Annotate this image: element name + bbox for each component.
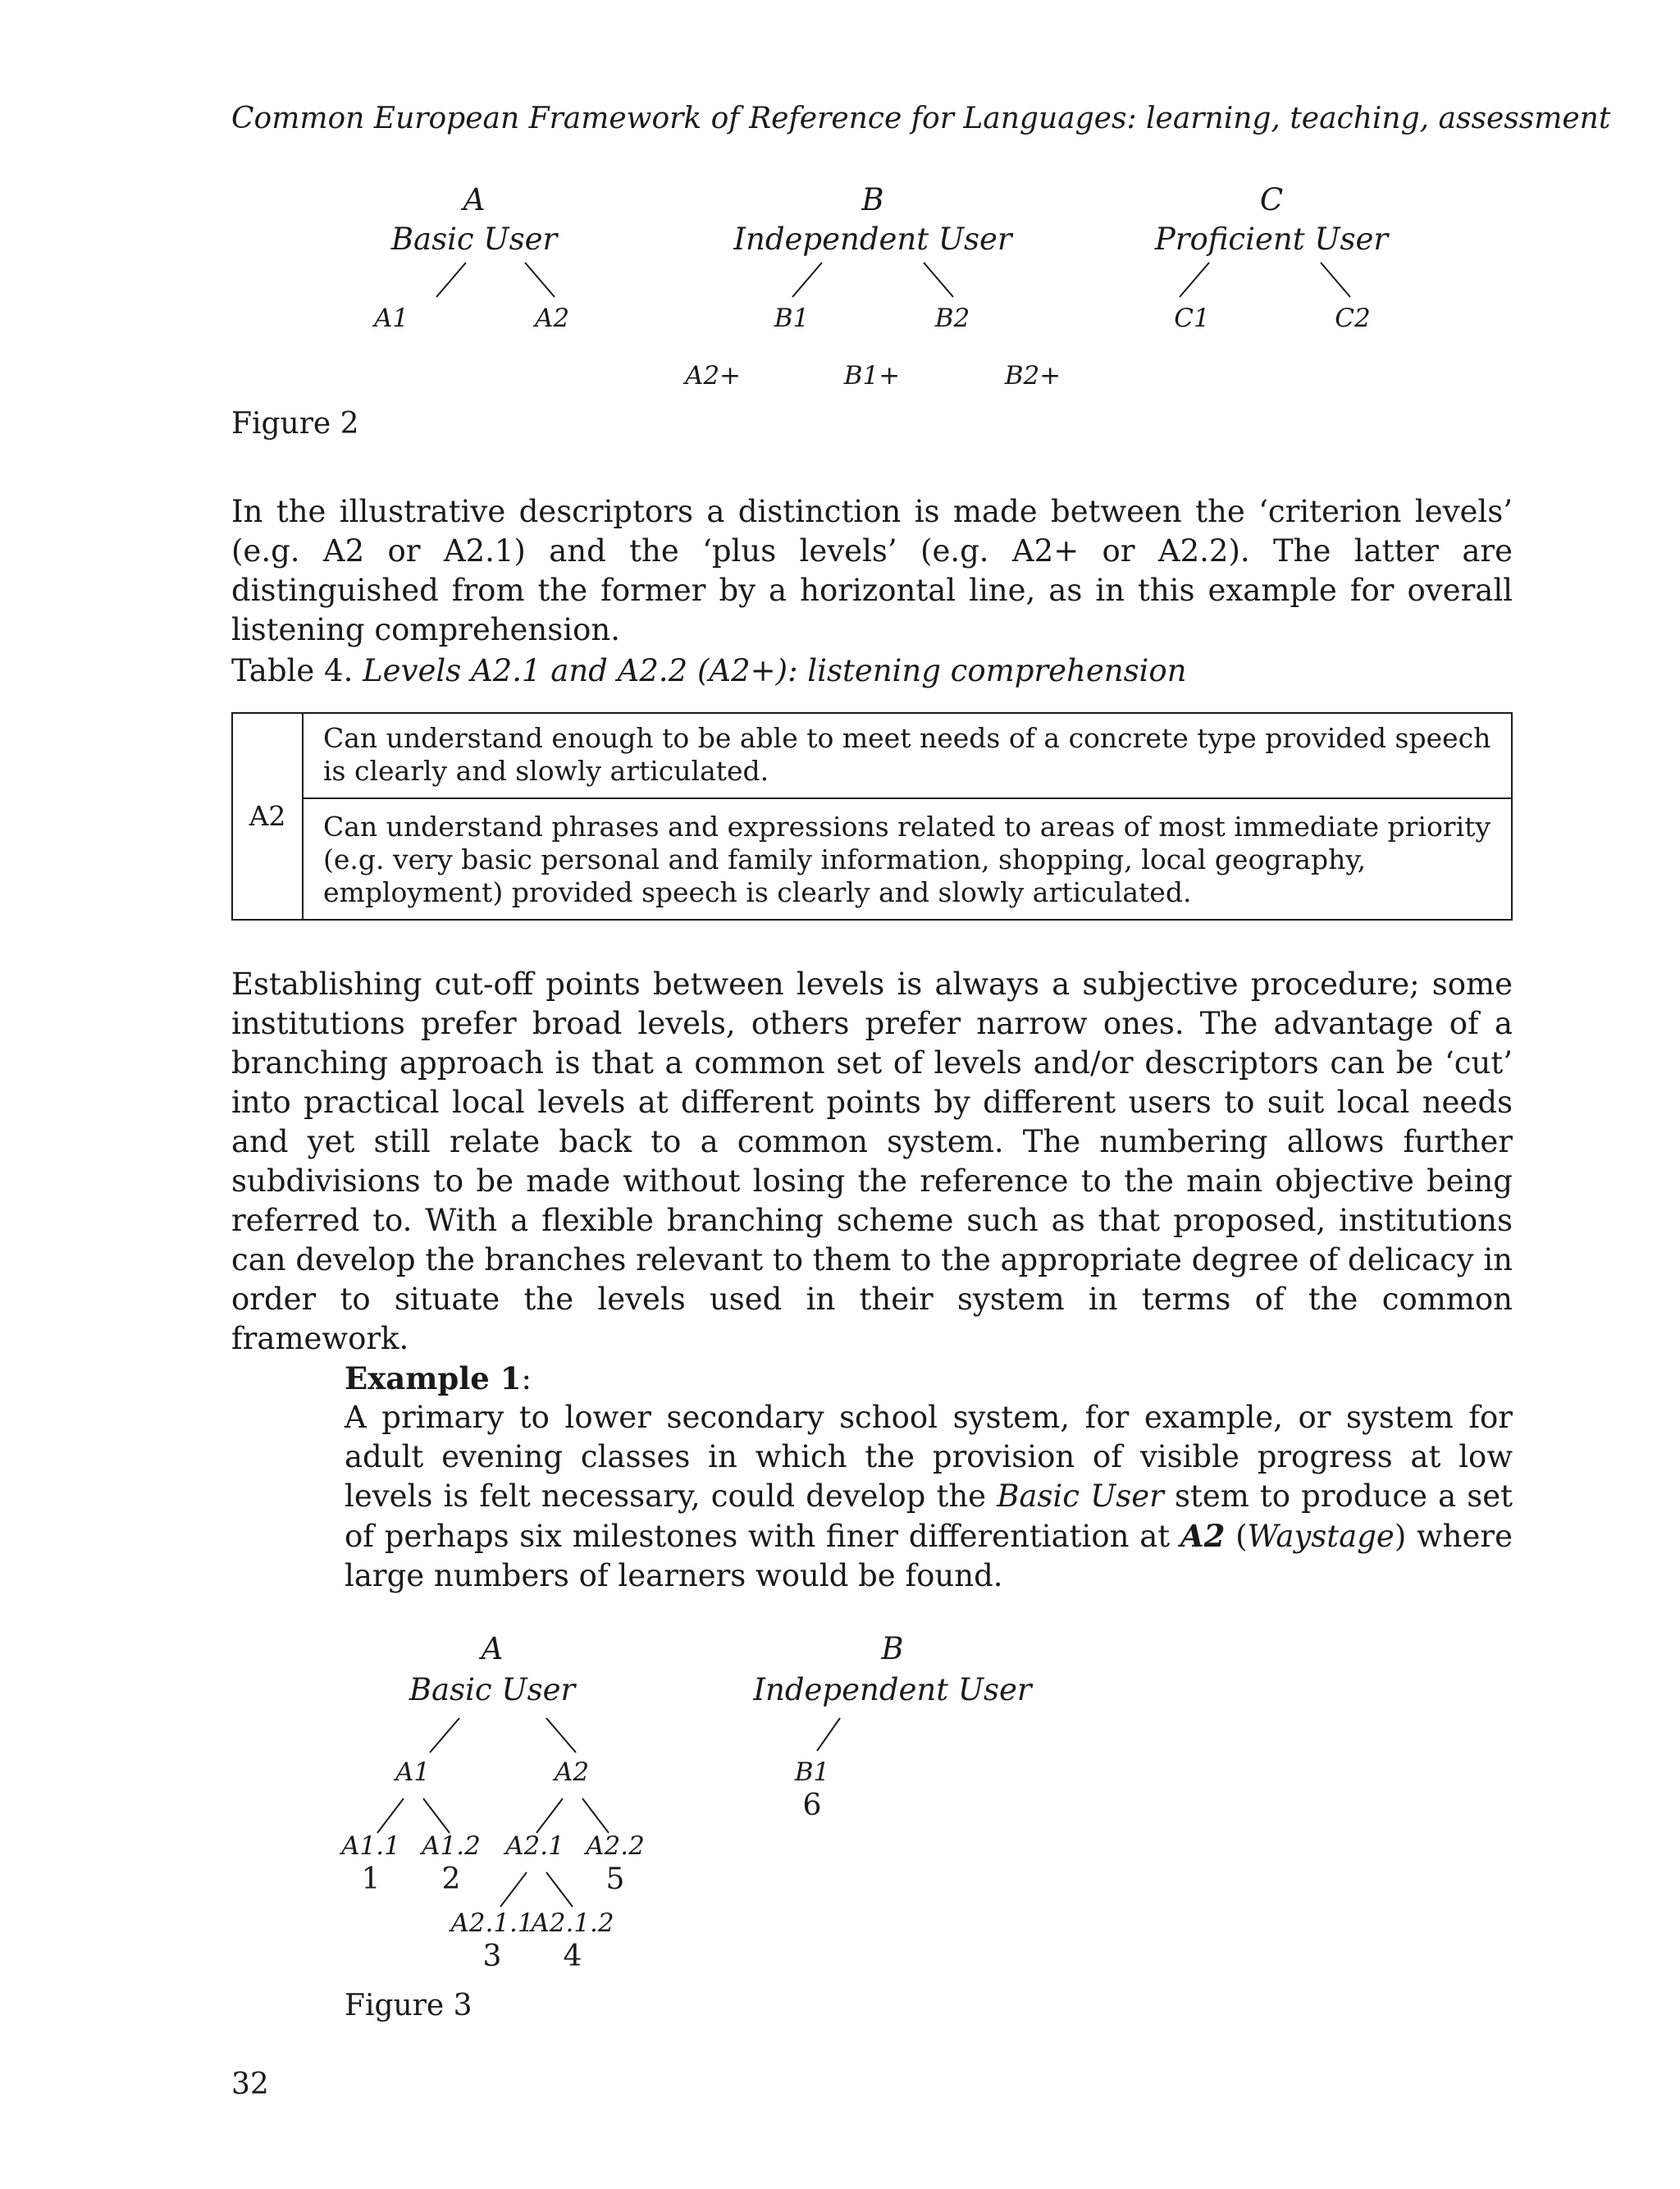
fig3-line-a2-a21 [536,1798,563,1833]
fig2-level-b2: B2 [934,304,970,333]
fig3-level-b1: B1 [794,1757,830,1787]
fig2-level-a2: A2 [534,304,570,333]
fig2-plus-a2: A2+ [684,361,742,391]
fig2-plus-b2: B2+ [1004,361,1061,391]
figure-2-caption: Figure 2 [231,407,359,441]
fig3-level-a1: A1 [395,1757,431,1787]
fig3-line-a2-a22 [582,1798,609,1833]
fig2-letter-b: B [861,182,884,217]
fig2-plus-b1: B1+ [843,361,901,391]
figure-3-caption: Figure 3 [345,1989,472,2022]
example-1-text-part1: A primary to lower secondary school system, for example, or system for adult evening classes in which the provision of visible progress at low levels is felt necessary, could develop the [345,1400,1513,1514]
table-descriptor-1: Can understand enough to be able to meet needs of a concrete type provided speech is clearly and slowly articulated. [303,713,1512,798]
fig3-level-a2-1-2: A2.1.2 [531,1908,614,1938]
fig3-level-a2: A2 [554,1757,590,1787]
example-1-heading-text: Example 1 [345,1360,522,1396]
fig3-number-3: 3 [482,1940,502,1973]
fig3-level-a1-1: A1.1 [341,1831,400,1861]
fig2-level-c1: C1 [1174,304,1210,333]
fig2-letter-c: C [1259,182,1284,217]
fig3-level-a2-2: A2.2 [586,1831,645,1861]
fig3-line-a1-a11 [377,1798,404,1833]
fig3-line-a1-a12 [423,1798,450,1833]
running-header: Common European Framework of Reference for Languages: learning, teaching, assessment [231,102,1611,135]
fig3-line-a-a2 [546,1718,576,1753]
fig3-label-independent-user: Independent User [753,1672,1032,1707]
fig3-number-6: 6 [802,1789,822,1822]
fig3-letter-b: B [881,1631,904,1666]
fig2-label-basic-user: Basic User [390,222,558,257]
table-4-title-prefix: Table 4. [231,653,354,688]
example-1-text-part4: ) where large numbers of learners would be found. [345,1519,1513,1593]
fig2-label-proficient-user: Proficient User [1154,222,1389,257]
fig2-level-b1: B1 [774,304,810,333]
example-1-basic-user: Basic User [997,1478,1164,1514]
fig2-letter-a: A [463,182,486,217]
table-descriptor-2: Can understand phrases and expressions related to areas of most immediate priority (e.g. very basic personal and family information, shopping, local geography, employment) provided speech is clearly and slowly articulated. [303,798,1512,920]
fig3-line-a21-a211 [500,1872,527,1907]
fig3-level-a2-1: A2.1 [505,1831,564,1861]
fig3-line-a21-a212 [546,1872,573,1907]
table-level-cell: A2 [232,713,303,920]
example-1-waystage: Waystage [1247,1519,1395,1554]
fig3-level-a1-2: A1.2 [422,1831,481,1861]
paragraph-cut-off-points: Establishing cut-off points between levels is always a subjective procedure; some institutions prefer broad levels, others prefer narrow ones. The advantage of a branching approach is that a common set of levels and/or descriptors can be ‘cut’ into practical local levels at different points by different users to suit local needs and yet still relate back to a common system. The numbering allows further subdivisions to be made without losing the reference to the main objective being referred to. With a flexible branching scheme such as that proposed, institutions can develop the branches relevant to them to the appropriate degree of delicacy in order to situate the levels used in their system in terms of the common framework. [231,967,1513,1356]
fig3-number-1: 1 [361,1862,381,1896]
fig3-line-a-a1 [430,1718,459,1753]
fig3-level-a2-1-1: A2.1.1 [450,1908,534,1938]
fig3-letter-a: A [481,1631,504,1666]
fig2-level-c2: C2 [1335,304,1371,333]
table-4-title-text: Levels A2.1 and A2.2 (A2+): listening comprehension [363,653,1187,688]
fig3-label-basic-user: Basic User [409,1672,576,1707]
example-1-colon: : [521,1361,532,1396]
fig3-line-b-b1 [817,1718,840,1751]
example-1-text-part3: ( [1225,1519,1248,1554]
fig2-level-a1: A1 [373,304,409,333]
paragraph-criterion-levels: In the illustrative descriptors a distinction is made between the ‘criterion levels’ (e.g. A2 or A2.1) and the ‘plus levels’ (e.g. A2+ or A2.2). The latter are distinguished from the former by a horizontal line, as in this example for overall listening comprehension. [231,494,1513,647]
page-number: 32 [231,2068,269,2101]
fig2-label-independent-user: Independent User [733,222,1012,257]
fig3-number-2: 2 [441,1862,461,1896]
example-1-text-part2: stem to produce a set of perhaps six milestones with finer differentiation at [345,1478,1513,1554]
fig3-number-5: 5 [605,1862,625,1896]
fig3-number-4: 4 [563,1940,582,1973]
example-1-a2: A2 [1180,1518,1226,1554]
